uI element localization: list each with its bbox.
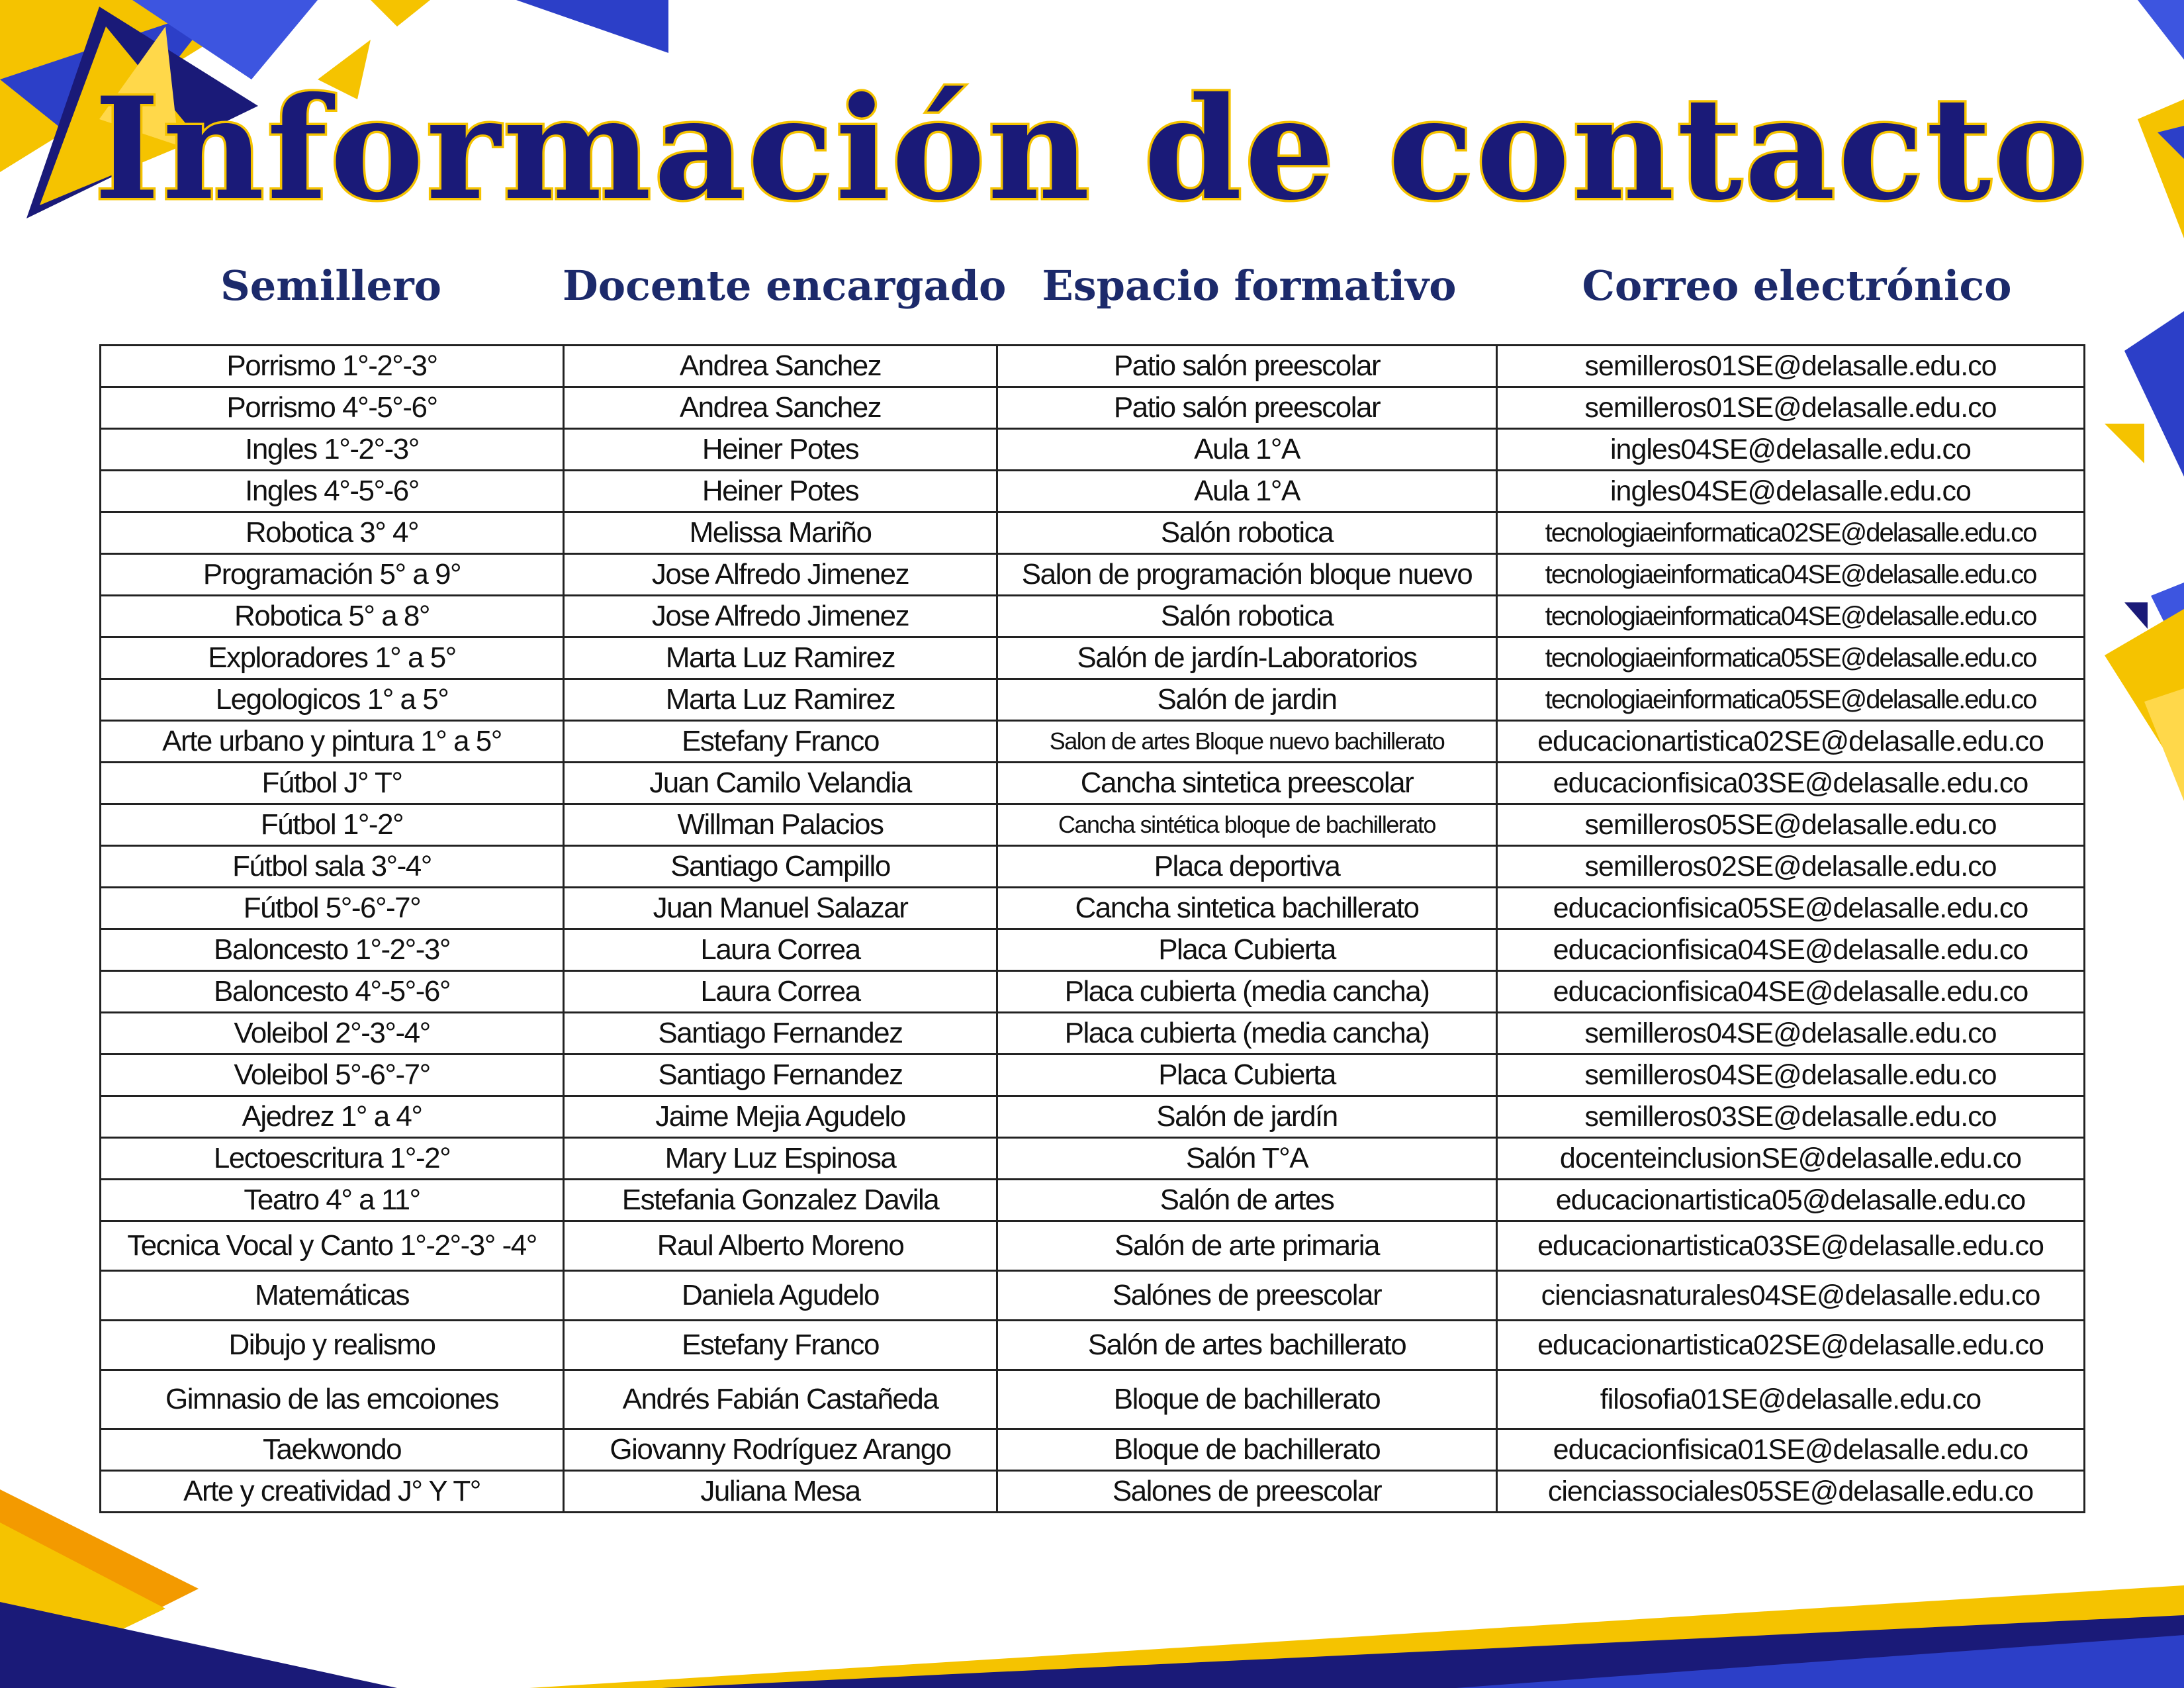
cell-correo: educacionartistica03SE@delasalle.edu.co <box>1497 1221 2085 1271</box>
cell-espacio: Salon de artes Bloque nuevo bachillerato <box>997 721 1497 763</box>
cell-docente: Juan Manuel Salazar <box>564 888 997 929</box>
table-row <box>101 1471 2085 1513</box>
cell-docente: Marta Luz Ramirez <box>564 637 997 679</box>
table-row <box>101 1180 2085 1221</box>
cell-correo: semilleros05SE@delasalle.edu.co <box>1497 804 2085 846</box>
cell-docente: Melissa Mariño <box>564 512 997 554</box>
cell-espacio: Salón de jardín-Laboratorios <box>997 637 1497 679</box>
cell-docente: Giovanny Rodríguez Arango <box>564 1429 997 1471</box>
cell-semillero: Legologicos 1° a 5° <box>101 679 564 721</box>
table-row <box>101 387 2085 429</box>
table-row <box>101 471 2085 512</box>
cell-espacio: Cancha sintética bloque de bachillerato <box>997 804 1497 846</box>
cell-espacio: Patio salón preescolar <box>997 346 1497 387</box>
cell-correo: educacionartistica05@delasalle.edu.co <box>1497 1180 2085 1221</box>
cell-correo: educacionfisica04SE@delasalle.edu.co <box>1497 971 2085 1013</box>
table-row <box>101 1271 2085 1321</box>
deco-triangle <box>516 0 668 53</box>
cell-docente: Andrés Fabián Castañeda <box>564 1370 997 1429</box>
cell-semillero: Fútbol 1°-2° <box>101 804 564 846</box>
cell-correo: tecnologiaeinformatica02SE@delasalle.edu.co <box>1497 512 2085 554</box>
cell-espacio: Salón T°A <box>997 1138 1497 1180</box>
cell-correo: educacionfisica03SE@delasalle.edu.co <box>1497 763 2085 804</box>
table-row <box>101 846 2085 888</box>
header-docente: Docente encargado <box>563 261 1007 310</box>
cell-espacio: Salón de artes bachillerato <box>997 1321 1497 1370</box>
cell-espacio: Bloque de bachillerato <box>997 1370 1497 1429</box>
page-title: Información de contacto <box>94 66 2090 231</box>
cell-docente: Juan Camilo Velandia <box>564 763 997 804</box>
cell-docente: Juliana Mesa <box>564 1471 997 1513</box>
cell-docente: Estefany Franco <box>564 1321 997 1370</box>
cell-espacio: Cancha sintetica preescolar <box>997 763 1497 804</box>
cell-espacio: Salón robotica <box>997 512 1497 554</box>
cell-espacio: Salónes de preescolar <box>997 1271 1497 1321</box>
table-row <box>101 1055 2085 1096</box>
cell-docente: Laura Correa <box>564 929 997 971</box>
cell-semillero: Matemáticas <box>101 1271 564 1321</box>
cell-docente: Estefany Franco <box>564 721 997 763</box>
cell-docente: Mary Luz Espinosa <box>564 1138 997 1180</box>
cell-semillero: Robotica 3° 4° <box>101 512 564 554</box>
contact-table-body <box>101 346 2085 1513</box>
table-row <box>101 929 2085 971</box>
cell-correo: educacionfisica05SE@delasalle.edu.co <box>1497 888 2085 929</box>
cell-semillero: Ajedrez 1° a 4° <box>101 1096 564 1138</box>
cell-correo: tecnologiaeinformatica05SE@delasalle.edu.co <box>1497 679 2085 721</box>
header-espacio: Espacio formativo <box>1042 261 1457 310</box>
cell-semillero: Gimnasio de las emcoiones <box>101 1370 564 1429</box>
cell-espacio: Patio salón preescolar <box>997 387 1497 429</box>
cell-espacio: Salón de artes <box>997 1180 1497 1221</box>
table-row <box>101 804 2085 846</box>
cell-semillero: Porrismo 1°-2°-3° <box>101 346 564 387</box>
cell-semillero: Dibujo y realismo <box>101 1321 564 1370</box>
table-row <box>101 763 2085 804</box>
table-row <box>101 1013 2085 1055</box>
cell-correo: semilleros01SE@delasalle.edu.co <box>1497 346 2085 387</box>
cell-correo: semilleros04SE@delasalle.edu.co <box>1497 1013 2085 1055</box>
cell-docente: Jaime Mejia Agudelo <box>564 1096 997 1138</box>
deco-band <box>0 1602 397 1688</box>
cell-semillero: Ingles 1°-2°-3° <box>101 429 564 471</box>
cell-espacio: Placa cubierta (media cancha) <box>997 971 1497 1013</box>
cell-correo: cienciasnaturales04SE@delasalle.edu.co <box>1497 1271 2085 1321</box>
cell-correo: filosofia01SE@delasalle.edu.co <box>1497 1370 2085 1429</box>
cell-docente: Heiner Potes <box>564 429 997 471</box>
cell-semillero: Fútbol 5°-6°-7° <box>101 888 564 929</box>
cell-correo: semilleros04SE@delasalle.edu.co <box>1497 1055 2085 1096</box>
deco-triangle <box>371 0 430 26</box>
deco-triangle <box>2144 688 2184 801</box>
cell-correo: ingles04SE@delasalle.edu.co <box>1497 471 2085 512</box>
table-row <box>101 721 2085 763</box>
cell-correo: educacionartistica02SE@delasalle.edu.co <box>1497 721 2085 763</box>
cell-correo: tecnologiaeinformatica04SE@delasalle.edu.co <box>1497 596 2085 637</box>
table-row <box>101 346 2085 387</box>
deco-triangle <box>2138 0 2184 60</box>
cell-semillero: Exploradores 1° a 5° <box>101 637 564 679</box>
cell-correo: tecnologiaeinformatica05SE@delasalle.edu.co <box>1497 637 2085 679</box>
cell-espacio: Salon de programación bloque nuevo <box>997 554 1497 596</box>
cell-docente: Marta Luz Ramirez <box>564 679 997 721</box>
table-row <box>101 429 2085 471</box>
cell-correo: educacionfisica01SE@delasalle.edu.co <box>1497 1429 2085 1471</box>
cell-docente: Santiago Fernandez <box>564 1055 997 1096</box>
cell-espacio: Salón de jardin <box>997 679 1497 721</box>
header-semillero: Semillero <box>220 261 441 310</box>
cell-semillero: Ingles 4°-5°-6° <box>101 471 564 512</box>
header-correo: Correo electrónico <box>1582 261 2012 310</box>
cell-correo: educacionfisica04SE@delasalle.edu.co <box>1497 929 2085 971</box>
cell-correo: semilleros03SE@delasalle.edu.co <box>1497 1096 2085 1138</box>
cell-espacio: Aula 1°A <box>997 471 1497 512</box>
table-row <box>101 679 2085 721</box>
cell-semillero: Taekwondo <box>101 1429 564 1471</box>
cell-correo: educacionartistica02SE@delasalle.edu.co <box>1497 1321 2085 1370</box>
cell-semillero: Fútbol J° T° <box>101 763 564 804</box>
cell-semillero: Tecnica Vocal y Canto 1°-2°-3° -4° <box>101 1221 564 1271</box>
table-row <box>101 512 2085 554</box>
cell-espacio: Aula 1°A <box>997 429 1497 471</box>
cell-correo: tecnologiaeinformatica04SE@delasalle.edu.co <box>1497 554 2085 596</box>
deco-triangle <box>2105 424 2144 463</box>
cell-espacio: Salón robotica <box>997 596 1497 637</box>
cell-semillero: Baloncesto 4°-5°-6° <box>101 971 564 1013</box>
cell-semillero: Porrismo 4°-5°-6° <box>101 387 564 429</box>
cell-semillero: Fútbol sala 3°-4° <box>101 846 564 888</box>
cell-semillero: Robotica 5° a 8° <box>101 596 564 637</box>
cell-espacio: Placa deportiva <box>997 846 1497 888</box>
cell-docente: Santiago Campillo <box>564 846 997 888</box>
deco-triangle <box>2124 602 2148 629</box>
cell-docente: Willman Palacios <box>564 804 997 846</box>
cell-correo: docenteinclusionSE@delasalle.edu.co <box>1497 1138 2085 1180</box>
cell-espacio: Placa cubierta (media cancha) <box>997 1013 1497 1055</box>
cell-semillero: Baloncesto 1°-2°-3° <box>101 929 564 971</box>
table-row <box>101 1138 2085 1180</box>
table-row <box>101 1370 2085 1429</box>
cell-espacio: Bloque de bachillerato <box>997 1429 1497 1471</box>
table-row <box>101 1221 2085 1271</box>
cell-correo: cienciassociales05SE@delasalle.edu.co <box>1497 1471 2085 1513</box>
cell-espacio: Placa Cubierta <box>997 1055 1497 1096</box>
table-row <box>101 1429 2085 1471</box>
table-row <box>101 637 2085 679</box>
cell-docente: Andrea Sanchez <box>564 346 997 387</box>
cell-semillero: Programación 5° a 9° <box>101 554 564 596</box>
cell-docente: Daniela Agudelo <box>564 1271 997 1321</box>
cell-semillero: Lectoescritura 1°-2° <box>101 1138 564 1180</box>
cell-semillero: Arte y creatividad J° Y T° <box>101 1471 564 1513</box>
table-row <box>101 971 2085 1013</box>
cell-espacio: Salones de preescolar <box>997 1471 1497 1513</box>
cell-docente: Heiner Potes <box>564 471 997 512</box>
contact-table <box>99 344 2085 1513</box>
cell-docente: Laura Correa <box>564 971 997 1013</box>
cell-docente: Estefania Gonzalez Davila <box>564 1180 997 1221</box>
cell-correo: semilleros02SE@delasalle.edu.co <box>1497 846 2085 888</box>
cell-espacio: Salón de jardín <box>997 1096 1497 1138</box>
cell-docente: Santiago Fernandez <box>564 1013 997 1055</box>
table-row <box>101 1321 2085 1370</box>
cell-docente: Jose Alfredo Jimenez <box>564 554 997 596</box>
cell-docente: Andrea Sanchez <box>564 387 997 429</box>
column-headers <box>0 261 2184 321</box>
table-row <box>101 1096 2085 1138</box>
table-row <box>101 888 2085 929</box>
cell-espacio: Cancha sintetica bachillerato <box>997 888 1497 929</box>
cell-docente: Jose Alfredo Jimenez <box>564 596 997 637</box>
cell-semillero: Voleibol 5°-6°-7° <box>101 1055 564 1096</box>
cell-semillero: Voleibol 2°-3°-4° <box>101 1013 564 1055</box>
cell-semillero: Arte urbano y pintura 1° a 5° <box>101 721 564 763</box>
table-row <box>101 596 2085 637</box>
cell-espacio: Salón de arte primaria <box>997 1221 1497 1271</box>
cell-correo: semilleros01SE@delasalle.edu.co <box>1497 387 2085 429</box>
cell-correo: ingles04SE@delasalle.edu.co <box>1497 429 2085 471</box>
cell-espacio: Placa Cubierta <box>997 929 1497 971</box>
cell-semillero: Teatro 4° a 11° <box>101 1180 564 1221</box>
cell-docente: Raul Alberto Moreno <box>564 1221 997 1271</box>
table-row <box>101 554 2085 596</box>
